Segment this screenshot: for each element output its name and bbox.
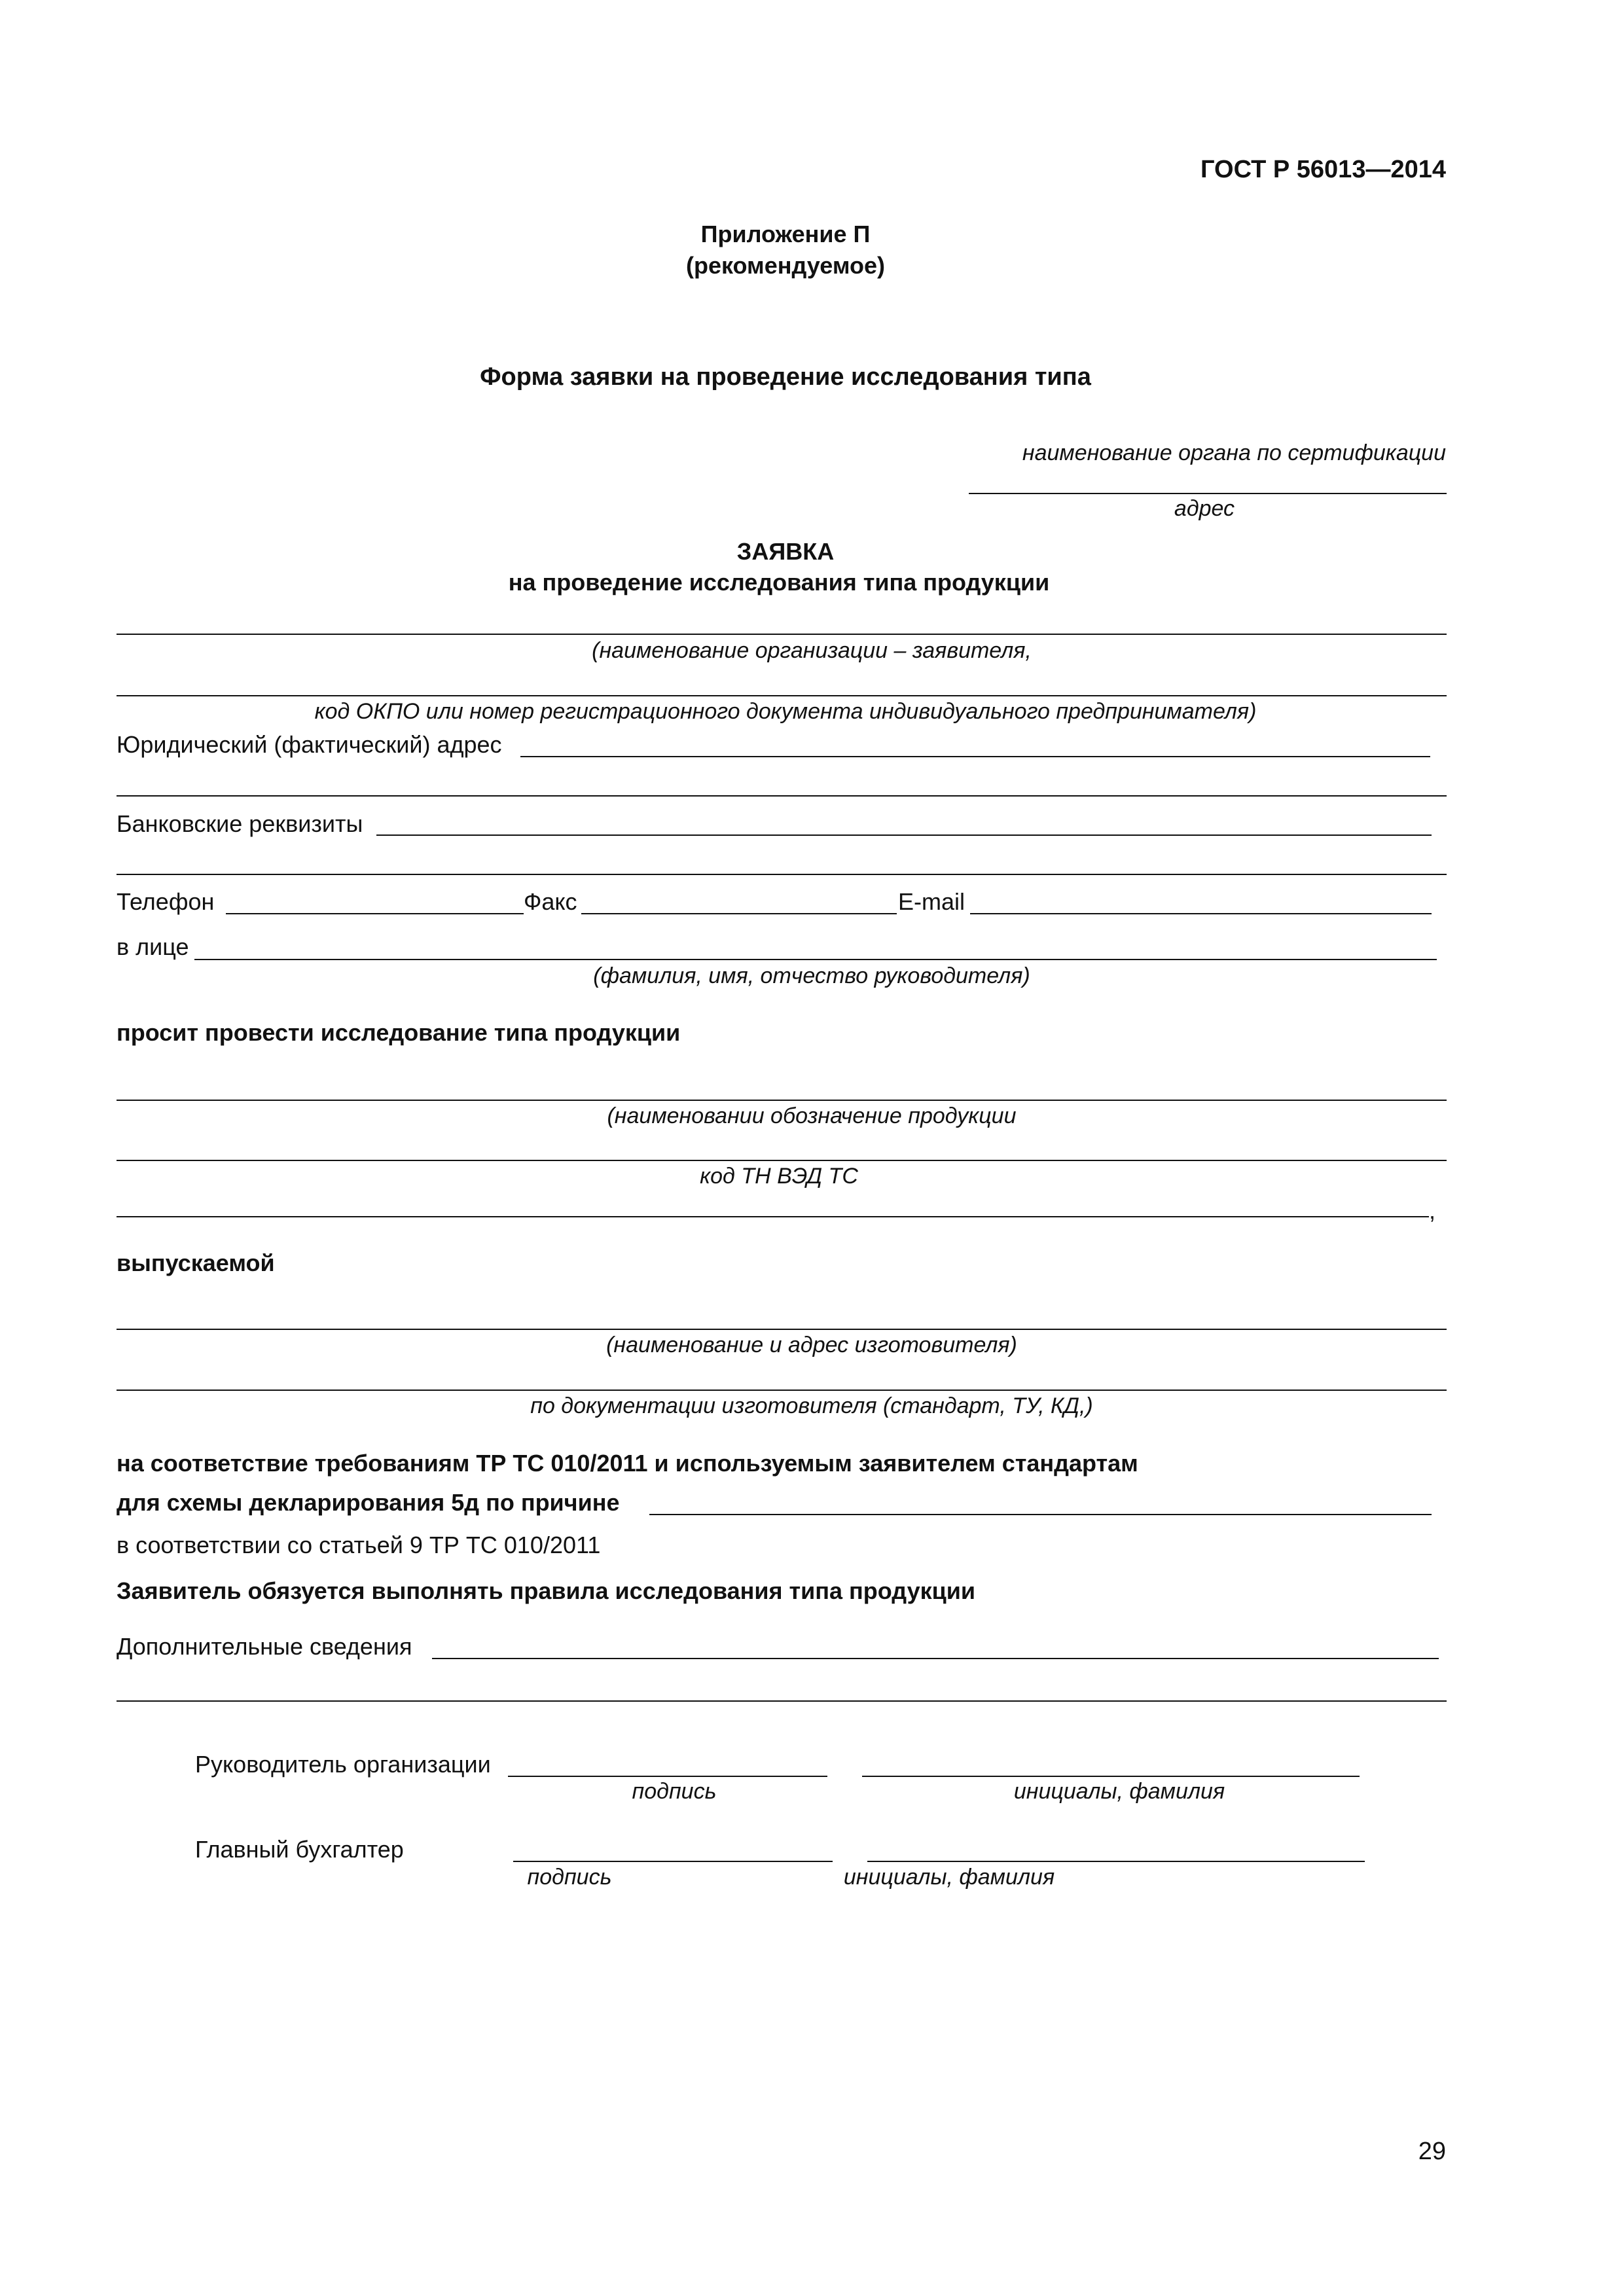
email-field[interactable] xyxy=(970,913,1432,914)
head-name-hint: инициалы, фамилия xyxy=(1013,1779,1225,1804)
accountant-signature-field[interactable] xyxy=(513,1861,833,1862)
organization-hint: (наименование организации – заявителя, xyxy=(592,638,1032,663)
certification-body-hint: наименование органа по сертификации xyxy=(1022,440,1446,465)
documentation-line[interactable] xyxy=(117,1390,1447,1391)
tnved-hint: код ТН ВЭД ТС xyxy=(700,1164,858,1189)
head-name-field[interactable] xyxy=(862,1776,1360,1777)
manufacturer-hint: (наименование и адрес изготовителя) xyxy=(606,1333,1017,1357)
scheme-label: для схемы декларирования 5д по причине xyxy=(117,1489,620,1516)
bank-details-field[interactable] xyxy=(376,834,1432,836)
appendix-type: (рекомендуемое) xyxy=(686,252,885,279)
address-hint: адрес xyxy=(1174,496,1235,521)
head-signature-hint: подпись xyxy=(632,1779,717,1804)
additional-info-field-2[interactable] xyxy=(117,1700,1447,1702)
form-title: Форма заявки на проведение исследования типа xyxy=(480,363,1091,391)
legal-address-field[interactable] xyxy=(520,756,1430,757)
additional-info-field[interactable] xyxy=(432,1658,1439,1659)
reason-field[interactable] xyxy=(649,1514,1432,1515)
request-text: просит провести исследование типа продукции xyxy=(117,1019,681,1046)
head-signature-field[interactable] xyxy=(508,1776,827,1777)
application-title: ЗАЯВКА xyxy=(736,538,835,565)
legal-address-label: Юридический (фактический) адрес xyxy=(117,731,502,758)
tnved-line[interactable] xyxy=(117,1160,1447,1161)
additional-info-label: Дополнительные сведения xyxy=(117,1633,412,1660)
okpo-hint: код ОКПО или номер регистрационного документа индивидуального предпринимателя) xyxy=(314,699,1257,724)
fax-field[interactable] xyxy=(581,913,897,914)
accountant-name-hint: инициалы, фамилия xyxy=(843,1865,1055,1890)
tnved-code-field[interactable] xyxy=(117,1216,1429,1217)
email-label: E-mail xyxy=(898,888,965,915)
application-subtitle: на проведение исследования типа продукции xyxy=(508,569,1050,596)
obligation-text: Заявитель обязуется выполнять правила исследования типа продукции xyxy=(117,1577,976,1604)
bank-details-field-2[interactable] xyxy=(117,874,1447,875)
standard-number: ГОСТ Р 56013—2014 xyxy=(1200,156,1446,183)
phone-field[interactable] xyxy=(226,913,524,914)
article-text: в соответствии со статьей 9 ТР ТС 010/2011 xyxy=(117,1532,601,1558)
produced-label: выпускаемой xyxy=(117,1249,275,1276)
head-of-organization-label: Руководитель организации xyxy=(195,1751,491,1778)
appendix-label: Приложение П xyxy=(700,221,871,247)
representative-hint: (фамилия, имя, отчество руководителя) xyxy=(593,963,1030,988)
documentation-hint: по документации изготовителя (стандарт, ТУ, КД,) xyxy=(530,1393,1093,1418)
representative-field[interactable] xyxy=(194,959,1437,960)
legal-address-field-2[interactable] xyxy=(117,795,1447,797)
fax-label: Факс xyxy=(524,888,577,915)
product-hint: (наименовании обозначение продукции xyxy=(607,1103,1017,1128)
manufacturer-line[interactable] xyxy=(117,1329,1447,1330)
organization-line xyxy=(117,634,1447,635)
address-line xyxy=(969,493,1447,494)
phone-label: Телефон xyxy=(117,888,215,915)
okpo-line xyxy=(117,695,1447,696)
product-line[interactable] xyxy=(117,1100,1447,1101)
tnved-comma: , xyxy=(1429,1197,1436,1224)
accountant-signature-hint: подпись xyxy=(527,1865,612,1890)
page-number: 29 xyxy=(1418,2138,1446,2165)
represented-by-label: в лице xyxy=(117,933,189,960)
accountant-name-field[interactable] xyxy=(867,1861,1365,1862)
bank-details-label: Банковские реквизиты xyxy=(117,810,363,837)
chief-accountant-label: Главный бухгалтер xyxy=(195,1836,404,1863)
compliance-text: на соответствие требованиям ТР ТС 010/2011 и используемым заявителем стандартам xyxy=(117,1450,1138,1477)
